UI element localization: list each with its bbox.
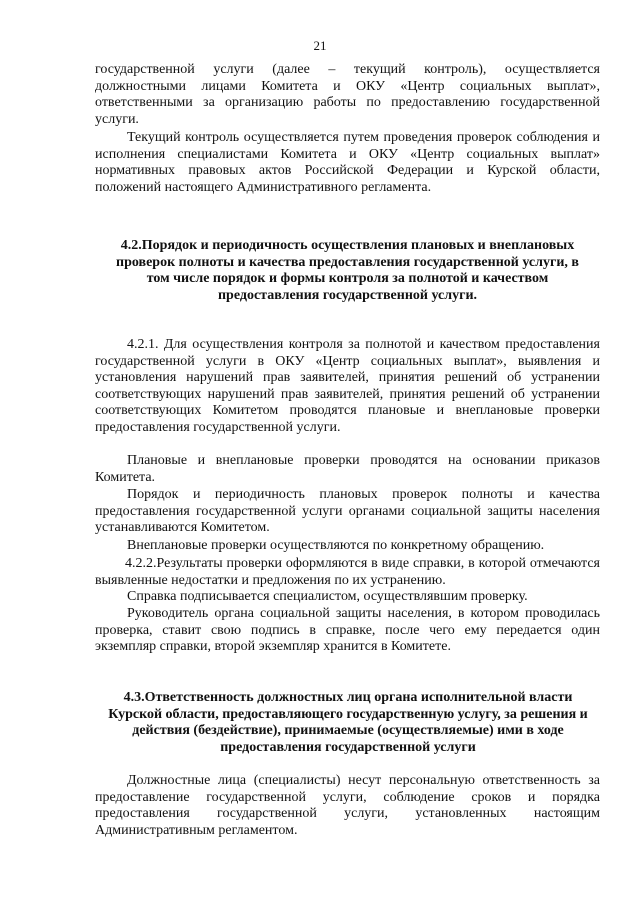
- paragraph-periodicity: [95, 487, 600, 537]
- section-heading: 4.3.Ответственность должностных лиц органа исполнительной власти Курской области, предоставляющего государственную услугу, за решения и действия (бездействие), принимаемые (осуществляемые) ими в ходе предоставления государственной услуги: [108, 690, 588, 755]
- paragraph-4-2-2: [95, 556, 600, 589]
- paragraph-planned-checks: [95, 453, 600, 486]
- paragraph-current-control-intro: [95, 62, 600, 128]
- paragraph-4-2-1: [95, 337, 600, 436]
- paragraph-text: Должностные лица (специалисты) несут персональную ответственность за предоставление государственной услуги, соблюдение сроков и порядка предоставления государственной услуги, установленных настоящим Административным регламентом.: [95, 773, 600, 838]
- paragraph-text: Порядок и периодичность плановых проверок полноты и качества предоставления государственной услуги органами социальной защиты населения устанавливаются Комитетом.: [95, 487, 600, 535]
- paragraph-report-signing: [95, 589, 600, 606]
- paragraph-4-3: [95, 773, 600, 839]
- paragraph-unplanned-checks: [95, 538, 600, 555]
- paragraph-text: 4.2.2.Результаты проверки оформляются в виде справки, в которой отмечаются выявленные недостатки и предложения по их устранению.: [95, 556, 600, 588]
- paragraph-text: Текущий контроль осуществляется путем проведения проверок соблюдения и исполнения специалистами Комитета и ОКУ «Центр социальных выплат» нормативных правовых актов Российской Федерации и Курской области, положений настоящего Административного регламента.: [95, 130, 600, 195]
- paragraph-text: государственной услуги (далее – текущий контроль), осуществляется должностными лицами Комитета и ОКУ «Центр социальных выплат», ответственными за организацию работы по предоставлению государственной услуги.: [95, 62, 600, 127]
- paragraph-text: Руководитель органа социальной защиты населения, в котором проводилась проверка, ставит свою подпись в справке, после чего ему передается один экземпляр справки, второй экземпляр хранится в Комитете.: [95, 606, 600, 654]
- paragraph-text: Справка подписывается специалистом, осуществлявшим проверку.: [127, 589, 528, 604]
- paragraph-head-signature: [95, 606, 600, 656]
- section-heading-4-3: [108, 690, 588, 756]
- section-heading: 4.2.Порядок и периодичность осуществления плановых и внеплановых проверок полноты и качества предоставления государственной услуги, в том числе порядок и формы контроля за полнотой и качеством предоставления государственной услуги.: [116, 238, 579, 303]
- paragraph-text: 4.2.1. Для осуществления контроля за полнотой и качеством предоставления государственной услуги в ОКУ «Центр социальных выплат», выявления и установления нарушений прав заявителей, принятия решений об устранении соответствующих нарушений прав заявителей, принятия решений об устранении соответствующих Комитетом проводятся плановые и внеплановые проверки предоставления государственной услуги.: [95, 337, 600, 435]
- section-heading-4-2: [110, 238, 585, 304]
- paragraph-text: Плановые и внеплановые проверки проводятся на основании приказов Комитета.: [95, 453, 600, 485]
- paragraph-text: Внеплановые проверки осуществляются по конкретному обращению.: [127, 538, 545, 553]
- paragraph-current-control: [95, 130, 600, 196]
- page-number: 21: [313, 38, 327, 53]
